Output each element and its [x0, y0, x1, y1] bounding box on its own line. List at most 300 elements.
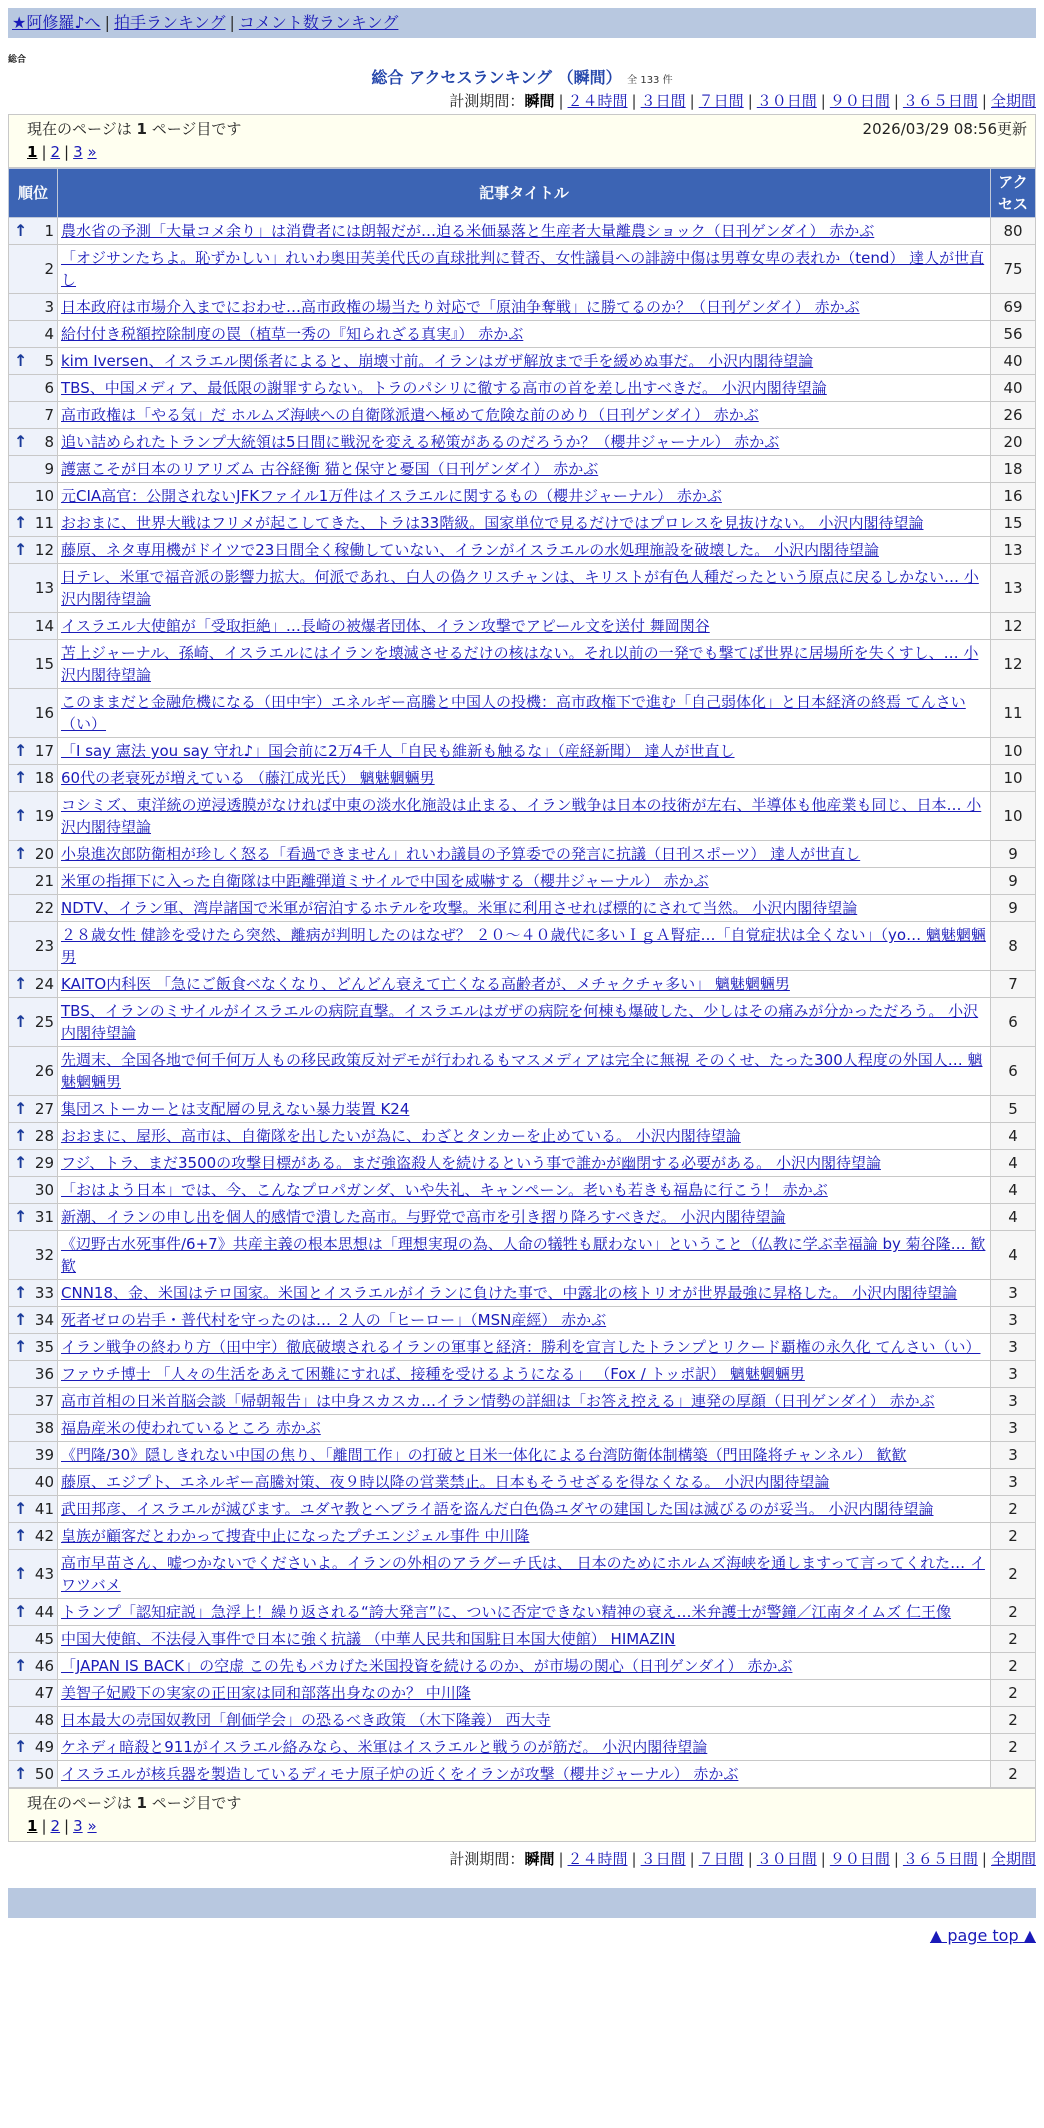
article-link[interactable]: 日テレ、米軍で福音派の影響力拡大。何派であれ、白人の偽クリスチャンは、キリストが有色人種だったという原点に戻るしかない… 小沢内閣待望論 [61, 568, 979, 608]
table-row [9, 922, 1036, 971]
access-count: 3 [991, 1307, 1036, 1334]
table-row [9, 375, 1036, 402]
rank-cell [9, 1307, 58, 1334]
rank-number: 44 [34, 1603, 54, 1621]
table-row [9, 1096, 1036, 1123]
rank-cell [9, 1761, 58, 1788]
table-row [9, 613, 1036, 640]
article-link[interactable]: 藤原、ネタ専用機がドイツで23日間全く稼働していない、イランがイスラエルの水処理施設を破壊した。 小沢内閣待望論 [61, 541, 879, 559]
rank-number: 46 [34, 1657, 54, 1675]
title-cell [58, 245, 991, 294]
table-row [9, 1150, 1036, 1177]
article-link[interactable]: 護憲こそが日本のリアリズム 古谷経衡 猫と保守と憂国（日刊ゲンダイ） 赤かぶ [61, 460, 599, 478]
rank-cell [9, 564, 58, 613]
table-row [9, 1388, 1036, 1415]
rank-number: 45 [34, 1630, 54, 1648]
rank-cell [9, 1204, 58, 1231]
access-count: 3 [991, 1280, 1036, 1307]
page-title-text: 総合 アクセスランキング （瞬間） [371, 68, 622, 87]
access-count: 3 [991, 1415, 1036, 1442]
access-count: 6 [991, 998, 1036, 1047]
pager-page-link[interactable]: 3 [73, 143, 83, 161]
rank-number: 9 [44, 460, 54, 478]
article-link[interactable]: CNN18、金、米国はテロ国家。米国とイスラエルがイランに負けた事で、中露北の核トリオが世界最強に昇格した。 小沢内閣待望論 [61, 1284, 958, 1302]
article-link[interactable]: 《辺野古水死事件/6+7》共産主義の根本思想は「理想実現の為、人命の犠牲も厭わない」ということ（仏教に学ぶ幸福論 by 菊谷隆… 歓歓 [61, 1235, 986, 1275]
table-row [9, 1047, 1036, 1096]
rank-number: 33 [34, 1284, 54, 1302]
access-count: 75 [991, 245, 1036, 294]
period-selector-bottom [8, 1848, 1036, 1870]
period-link[interactable]: ７日間 [698, 1850, 744, 1868]
article-link[interactable]: 「I say 憲法 you say 守れ♪」国会前に2万4千人「自民も維新も触るな」（産経新聞） 達人が世直し [61, 742, 735, 760]
rank-number: 15 [34, 655, 54, 673]
article-link[interactable]: 集団ストーカーとは支配層の見えない暴力装置 K24 [61, 1100, 410, 1118]
rank-cell [9, 1734, 58, 1761]
title-cell [58, 1177, 991, 1204]
title-cell [58, 1550, 991, 1599]
access-count: 7 [991, 971, 1036, 998]
table-row [9, 841, 1036, 868]
up-arrow-icon: ↑ [14, 1099, 28, 1118]
page-top-link[interactable]: ▲ page top ▲ [929, 1926, 1036, 1945]
article-link[interactable]: 高市政権は「やる気」だ ホルムズ海峡への自衛隊派遣へ極めて危険な前のめり（日刊ゲンダイ） 赤かぶ [61, 406, 759, 424]
period-link[interactable]: 全期間 [990, 1850, 1036, 1868]
title-cell [58, 971, 991, 998]
access-count: 3 [991, 1469, 1036, 1496]
rank-number: 42 [34, 1527, 54, 1545]
title-cell [58, 792, 991, 841]
article-link[interactable]: ２８歳女性 健診を受けたら突然、離病が判明したのはなぜ？ ２０～４０歳代に多いＩｇＡ腎症…「自覚症状は全くない」（yo… 魑魅魍魎男 [61, 926, 986, 966]
page-info-panel [8, 114, 1036, 168]
period-separator: | [689, 92, 695, 110]
page-status-number: 1 [136, 120, 147, 138]
table-row [9, 537, 1036, 564]
article-link[interactable]: 60代の老衰死が増えている （藤江成光氏） 魑魅魍魎男 [61, 769, 435, 787]
article-link[interactable]: 給付付き税額控除制度の罠（植草一秀の『知られざる真実』） 赤かぶ [61, 325, 524, 343]
up-arrow-icon: ↑ [14, 1564, 28, 1583]
table-row [9, 998, 1036, 1047]
title-cell [58, 1388, 991, 1415]
table-row [9, 1361, 1036, 1388]
rank-number: 39 [34, 1446, 54, 1464]
access-count: 9 [991, 868, 1036, 895]
rank-number: 12 [34, 541, 54, 559]
rank-cell [9, 402, 58, 429]
title-cell [58, 1523, 991, 1550]
rank-number: 35 [34, 1338, 54, 1356]
access-count: 4 [991, 1177, 1036, 1204]
rank-number: 43 [34, 1565, 54, 1583]
article-link[interactable]: 「JAPAN IS BACK」の空虚 この先もバカげた米国投資を続けるのか、が市場の関心（日刊ゲンダイ） 赤かぶ [61, 1657, 793, 1675]
period-link[interactable]: ３６５日間 [902, 1850, 978, 1868]
title-cell [58, 1361, 991, 1388]
table-row [9, 738, 1036, 765]
access-count: 6 [991, 1047, 1036, 1096]
up-arrow-icon: ↑ [14, 974, 28, 993]
title-cell [58, 895, 991, 922]
title-cell [58, 1231, 991, 1280]
access-count: 12 [991, 640, 1036, 689]
rank-number: 22 [34, 899, 54, 917]
rank-cell [9, 294, 58, 321]
rank-number: 48 [34, 1711, 54, 1729]
pager-bottom [27, 1815, 1027, 1838]
access-count: 5 [991, 1096, 1036, 1123]
rank-cell [9, 689, 58, 738]
period-link[interactable]: ２４時間 [567, 92, 628, 110]
access-count: 80 [991, 218, 1036, 245]
up-arrow-icon: ↑ [14, 513, 28, 532]
period-label: 計測期間： [449, 92, 525, 110]
article-link[interactable]: 米軍の指揮下に入った自衛隊は中距離弾道ミサイルで中国を威嚇する（櫻井ジャーナル） 赤かぶ [61, 872, 709, 890]
rank-number: 8 [44, 433, 54, 451]
access-count: 2 [991, 1680, 1036, 1707]
article-link[interactable]: 小泉進次郎防衛相が珍しく怒る「看過できません」れいわ議員の予算委での発言に抗議（日刊スポーツ） 達人が世直し [61, 845, 861, 863]
rank-cell [9, 1177, 58, 1204]
rank-cell [9, 1550, 58, 1599]
access-count: 3 [991, 1334, 1036, 1361]
title-cell [58, 1307, 991, 1334]
title-cell [58, 483, 991, 510]
period-link[interactable]: ９０日間 [829, 92, 890, 110]
title-cell [58, 1761, 991, 1788]
up-arrow-icon: ↑ [14, 741, 28, 760]
article-link[interactable]: 先週末、全国各地で何千何万人もの移民政策反対デモが行われるもマスメディアは完全に無視 そのくせ、たった300人程度の外国人… 魑魅魍魎男 [61, 1051, 983, 1091]
title-cell [58, 321, 991, 348]
access-count: 13 [991, 537, 1036, 564]
access-count: 3 [991, 1388, 1036, 1415]
title-cell [58, 922, 991, 971]
comment-ranking-link[interactable]: コメント数ランキング [238, 13, 399, 32]
table-row [9, 1496, 1036, 1523]
home-link[interactable]: ★阿修羅♪へ [12, 13, 101, 32]
total-count: 全 133 件 [627, 75, 673, 86]
article-link[interactable]: TBS、イランのミサイルがイスラエルの病院直撃。イスラエルはガザの病院を何棟も爆破した、少しはその痛みが分かっただろう。 小沢内閣待望論 [61, 1002, 979, 1042]
article-link[interactable]: ケネディ暗殺と911がイスラエル絡みなら、米軍はイスラエルと戦うのが筋だ。 小沢内閣待望論 [61, 1738, 708, 1756]
title-cell [58, 1096, 991, 1123]
title-cell [58, 294, 991, 321]
article-link[interactable]: 武田邦彦、イスラエルが滅びます。ユダヤ教とヘブライ語を盗んだ白色偽ユダヤの建国した国は滅びるのが妥当。 小沢内閣待望論 [61, 1500, 934, 1518]
title-cell [58, 456, 991, 483]
article-link[interactable]: ファウチ博士 「人々の生活をあえて困難にすれば、接種を受けるようになる」 （Fox / トッポ訳） 魑魅魍魎男 [61, 1365, 805, 1383]
pager-separator: | [64, 143, 70, 161]
rank-cell [9, 1626, 58, 1653]
rank-header: 順位 [9, 169, 58, 218]
table-row [9, 1280, 1036, 1307]
title-cell [58, 1653, 991, 1680]
pager-current: 1 [27, 143, 38, 161]
period-label: 計測期間： [449, 1850, 525, 1868]
rank-number: 11 [34, 514, 54, 532]
rank-cell [9, 456, 58, 483]
article-link[interactable]: 福島産米の使われているところ 赤かぶ [61, 1419, 321, 1437]
pager-page-link[interactable]: 3 [73, 1817, 83, 1835]
table-row [9, 1599, 1036, 1626]
title-cell [58, 765, 991, 792]
pager-separator: | [41, 1817, 47, 1835]
rank-number: 31 [34, 1208, 54, 1226]
rank-number: 14 [34, 617, 54, 635]
rank-cell [9, 738, 58, 765]
table-row [9, 1415, 1036, 1442]
rank-cell [9, 1442, 58, 1469]
article-link[interactable]: NDTV、イラン軍、湾岸諸国で米軍が宿泊するホテルを攻撃。米軍に利用させれば標的にされて当然。 小沢内閣待望論 [61, 899, 858, 917]
period-separator: | [747, 92, 753, 110]
page-status-prefix: 現在のページは [27, 120, 132, 138]
rank-cell [9, 429, 58, 456]
period-separator: | [631, 92, 637, 110]
pager-next-link[interactable]: » [87, 143, 97, 161]
period-separator: | [981, 1850, 987, 1868]
rank-number: 49 [34, 1738, 54, 1756]
title-cell [58, 640, 991, 689]
period-separator: | [747, 1850, 753, 1868]
rank-cell [9, 1047, 58, 1096]
up-arrow-icon: ↑ [14, 844, 28, 863]
title-cell [58, 613, 991, 640]
rank-cell [9, 868, 58, 895]
article-link[interactable]: イスラエルが核兵器を製造しているディモナ原子炉の近くをイランが攻撃（櫻井ジャーナル） 赤かぶ [61, 1765, 739, 1783]
period-link[interactable]: ３０日間 [756, 1850, 817, 1868]
article-link[interactable]: フジ、トラ、まだ3500の攻撃目標がある。まだ強盗殺人を続けるという事で誰かが幽閉する必要がある。 小沢内閣待望論 [61, 1154, 881, 1172]
rank-cell [9, 1707, 58, 1734]
article-link[interactable]: 苫上ジャーナル、孫崎、イスラエルにはイランを壊滅させるだけの核はない。それ以前の一発でも撃てば世界に居場所を失くすし、… 小沢内閣待望論 [61, 644, 979, 684]
table-row [9, 1469, 1036, 1496]
access-count: 4 [991, 1231, 1036, 1280]
period-separator: | [820, 1850, 826, 1868]
up-arrow-icon: ↑ [14, 540, 28, 559]
page-title [0, 65, 1044, 88]
up-arrow-icon: ↑ [14, 1737, 28, 1756]
page-info-panel-bottom [8, 1788, 1036, 1842]
rank-number: 30 [34, 1181, 54, 1199]
up-arrow-icon: ↑ [14, 1764, 28, 1783]
top-nav-bar [8, 8, 1036, 38]
table-row [9, 402, 1036, 429]
rank-number: 18 [34, 769, 54, 787]
access-count: 56 [991, 321, 1036, 348]
article-link[interactable]: 中国大使館、不法侵入事件で日本に強く抗議 （中華人民共和国駐日本国大使館） HIMAZIN [61, 1630, 676, 1648]
up-arrow-icon: ↑ [14, 1310, 28, 1329]
pager-page-link[interactable]: 2 [50, 1817, 61, 1835]
rank-number: 38 [34, 1419, 54, 1437]
period-separator: | [893, 1850, 899, 1868]
title-cell [58, 841, 991, 868]
article-link[interactable]: トランプ「認知症説」急浮上！繰り返される“誇大発言”に、ついに否定できない精神の衰え…米弁護士が警鐘／江南タイムズ 仁王像 [61, 1603, 952, 1621]
article-link[interactable]: kim Iversen、イスラエル関係者によると、崩壊寸前。イランはガザ解放まで手を緩めぬ事だ。 小沢内閣待望論 [61, 352, 814, 370]
title-cell [58, 1280, 991, 1307]
up-arrow-icon: ↑ [14, 806, 28, 825]
table-row [9, 1734, 1036, 1761]
access-count: 2 [991, 1734, 1036, 1761]
title-cell [58, 1680, 991, 1707]
rank-cell [9, 321, 58, 348]
access-count: 4 [991, 1150, 1036, 1177]
article-link[interactable]: 新潮、イランの申し出を個人的感情で潰した高市。与野党で高市を引き摺り降ろすべきだ。 小沢内閣待望論 [61, 1208, 786, 1226]
table-row [9, 689, 1036, 738]
title-cell [58, 1047, 991, 1096]
title-header: 記事タイトル [58, 169, 991, 218]
access-count: 3 [991, 1361, 1036, 1388]
article-link[interactable]: 日本政府は市場介入までにおわせ…高市政権の場当たり対応で「原油争奪戦」に勝てるのか？（日刊ゲンダイ） 赤かぶ [61, 298, 860, 316]
pager-separator: | [64, 1817, 70, 1835]
title-cell [58, 1496, 991, 1523]
rank-cell [9, 922, 58, 971]
rank-number: 19 [34, 807, 54, 825]
table-row [9, 348, 1036, 375]
rank-number: 3 [44, 298, 54, 316]
rank-cell [9, 1523, 58, 1550]
period-separator: | [558, 1850, 564, 1868]
pager [27, 141, 1027, 164]
table-row [9, 1653, 1036, 1680]
rank-number: 4 [44, 325, 54, 343]
rank-number: 37 [34, 1392, 54, 1410]
title-cell [58, 1707, 991, 1734]
up-arrow-icon: ↑ [14, 1656, 28, 1675]
rank-number: 16 [34, 704, 54, 722]
title-cell [58, 1442, 991, 1469]
table-row [9, 1626, 1036, 1653]
rank-number: 34 [34, 1311, 54, 1329]
rank-number: 20 [34, 845, 54, 863]
rank-cell [9, 218, 58, 245]
title-cell [58, 375, 991, 402]
access-count: 40 [991, 348, 1036, 375]
access-count: 11 [991, 689, 1036, 738]
period-current: 瞬間 [524, 92, 555, 110]
rank-number: 2 [44, 260, 54, 278]
table-row [9, 294, 1036, 321]
rank-cell [9, 895, 58, 922]
rank-cell [9, 613, 58, 640]
up-arrow-icon: ↑ [14, 768, 28, 787]
rank-number: 6 [44, 379, 54, 397]
rank-cell [9, 792, 58, 841]
up-arrow-icon: ↑ [14, 1126, 28, 1145]
clap-ranking-link[interactable]: 拍手ランキング [113, 13, 226, 32]
rank-number: 13 [34, 579, 54, 597]
rank-cell [9, 1334, 58, 1361]
table-row [9, 1334, 1036, 1361]
article-link[interactable]: 日本最大の売国奴教団「創価学会」の恐るべき政策 （木下隆義） 西大寺 [61, 1711, 551, 1729]
access-count: 15 [991, 510, 1036, 537]
table-row [9, 1231, 1036, 1280]
article-link[interactable]: 「オジサンたちよ。恥ずかしい」れいわ奥田芙美代氏の直球批判に賛否、女性議員への誹謗中傷は男尊女卑の表れか（tend） 達人が世直し [61, 249, 985, 289]
period-link[interactable]: ２４時間 [567, 1850, 628, 1868]
rank-number: 5 [44, 352, 54, 370]
article-link[interactable]: 元CIA高官：公開されないJFKファイル1万件はイスラエルに関するもの（櫻井ジャーナル） 赤かぶ [61, 487, 722, 505]
article-link[interactable]: 高市首相の日米首脳会談「帰朝報告」は中身スカスカ…イラン情勢の詳細は「お答え控える」連発の厚顔（日刊ゲンダイ） 赤かぶ [61, 1392, 935, 1410]
table-row [9, 1707, 1036, 1734]
title-cell [58, 537, 991, 564]
article-link[interactable]: 藤原、エジプト、エネルギー高騰対策、夜９時以降の営業禁止。日本もそうせざるを得なくなる。 小沢内閣待望論 [61, 1473, 830, 1491]
article-link[interactable]: イスラエル大使館が「受取拒絶」…長崎の被爆者団体、イラン攻撃でアピール文を送付 舞岡関谷 [61, 617, 710, 635]
bottom-bar [8, 1888, 1036, 1918]
rank-cell [9, 1096, 58, 1123]
access-header: アクセス [991, 169, 1036, 218]
pager-next-link[interactable]: » [87, 1817, 97, 1835]
rank-cell [9, 1231, 58, 1280]
article-link[interactable]: コシミズ、東洋統の逆浸透膜がなければ中東の淡水化施設は止まる、イラン戦争は日本の技術が左右、半導体も他産業も同じ、日本… 小沢内閣待望論 [61, 796, 982, 836]
access-count: 40 [991, 375, 1036, 402]
title-cell [58, 868, 991, 895]
page-status [27, 118, 241, 141]
up-arrow-icon: ↑ [14, 1153, 28, 1172]
rank-cell [9, 1388, 58, 1415]
article-link[interactable]: おおまに、世界大戦はフリメが起こしてきた、トラは33階級。国家単位で見るだけではプロレスを見抜けない。 小沢内閣待望論 [61, 514, 924, 532]
period-link[interactable]: ３６５日間 [902, 92, 978, 110]
article-link[interactable]: 追い詰められたトランプ大統領は5日間に戦況を変える秘策があるのだろうか？（櫻井ジャーナル） 赤かぶ [61, 433, 780, 451]
page-status-number: 1 [136, 1794, 147, 1812]
article-link[interactable]: 皇族が顧客だとわかって捜査中止になったプチエンジェル事件 中川隆 [61, 1527, 530, 1545]
pager-page-link[interactable]: 2 [50, 143, 61, 161]
table-row [9, 483, 1036, 510]
rank-cell [9, 1680, 58, 1707]
title-cell [58, 564, 991, 613]
period-link[interactable]: ９０日間 [829, 1850, 890, 1868]
table-row [9, 640, 1036, 689]
article-link[interactable]: 「おはよう日本」では、今、こんなプロパガンダ、いや失礼、キャンペーン。老いも若きも福島に行こう！ 赤かぶ [61, 1181, 828, 1199]
article-link[interactable]: 美智子妃殿下の実家の正田家は同和部落出身なのか？ 中川隆 [61, 1684, 471, 1702]
title-cell [58, 1334, 991, 1361]
period-link[interactable]: ７日間 [698, 92, 744, 110]
up-arrow-icon: ↑ [14, 351, 28, 370]
rank-cell [9, 1280, 58, 1307]
rank-number: 7 [44, 406, 54, 424]
period-separator: | [893, 92, 899, 110]
up-arrow-icon: ↑ [14, 221, 28, 240]
rank-cell [9, 971, 58, 998]
up-arrow-icon: ↑ [14, 1012, 28, 1031]
article-link[interactable]: 死者ゼロの岩手・普代村を守ったのは… ２人の「ヒーロー」（MSN産經） 赤かぶ [61, 1311, 607, 1329]
access-count: 8 [991, 922, 1036, 971]
period-separator: | [981, 92, 987, 110]
article-link[interactable]: おおまに、屋形、高市は、自衛隊を出したいが為に、わざとタンカーを止めている。 小沢内閣待望論 [61, 1127, 741, 1145]
table-row [9, 510, 1036, 537]
article-link[interactable]: イラン戦争の終わり方（田中宇）徹底破壊されるイランの軍事と経済：勝利を宣言したトランプとリクード覇権の永久化 てんさい（い） [61, 1338, 981, 1356]
access-count: 16 [991, 483, 1036, 510]
rank-cell [9, 1653, 58, 1680]
up-arrow-icon: ↑ [14, 1602, 28, 1621]
article-link[interactable]: TBS、中国メディア、最低限の謝罪すらない。トラのパシリに徹する高市の首を差し出すべきだ。 小沢内閣待望論 [61, 379, 827, 397]
page-top-wrapper [8, 1926, 1036, 1945]
rank-cell [9, 765, 58, 792]
article-link[interactable]: KAITO内科医 「急にご飯食べなくなり、どんどん衰えて亡くなる高齢者が、メチャクチャ多い」 魑魅魍魎男 [61, 975, 790, 993]
title-cell [58, 1469, 991, 1496]
title-cell [58, 998, 991, 1047]
access-count: 2 [991, 1761, 1036, 1788]
title-cell [58, 402, 991, 429]
period-link[interactable]: 全期間 [990, 92, 1036, 110]
period-link[interactable]: ３０日間 [756, 92, 817, 110]
access-count: 2 [991, 1496, 1036, 1523]
up-arrow-icon: ↑ [14, 1283, 28, 1302]
article-link[interactable]: 農水省の予測「大量コメ余り」は消費者には朗報だが…迫る米価暴落と生産者大量離農ショック（日刊ゲンダイ） 赤かぶ [61, 222, 875, 240]
title-cell [58, 429, 991, 456]
period-link[interactable]: ３日間 [640, 92, 686, 110]
article-link[interactable]: このままだと金融危機になる（田中宇）エネルギー高騰と中国人の投機：高市政権下で進む「自己弱体化」と日本経済の終焉 てんさい（い） [61, 693, 966, 733]
title-cell [58, 1204, 991, 1231]
table-row [9, 792, 1036, 841]
article-link[interactable]: 《門隆/30》隠しきれない中国の焦り、「離間工作」の打破と日米一体化による台湾防衛体制構築（門田隆将チャンネル） 歓歓 [61, 1446, 907, 1464]
access-count: 13 [991, 564, 1036, 613]
period-link[interactable]: ３日間 [640, 1850, 686, 1868]
article-link[interactable]: 高市早苗さん、嘘つかないでくださいよ。イランの外相のアラグーチ氏は、 日本のためにホルムズ海峡を通しますって言ってくれた… イワツバメ [61, 1554, 985, 1594]
nav-separator: | [104, 13, 110, 32]
title-cell [58, 218, 991, 245]
up-arrow-icon: ↑ [14, 1337, 28, 1356]
